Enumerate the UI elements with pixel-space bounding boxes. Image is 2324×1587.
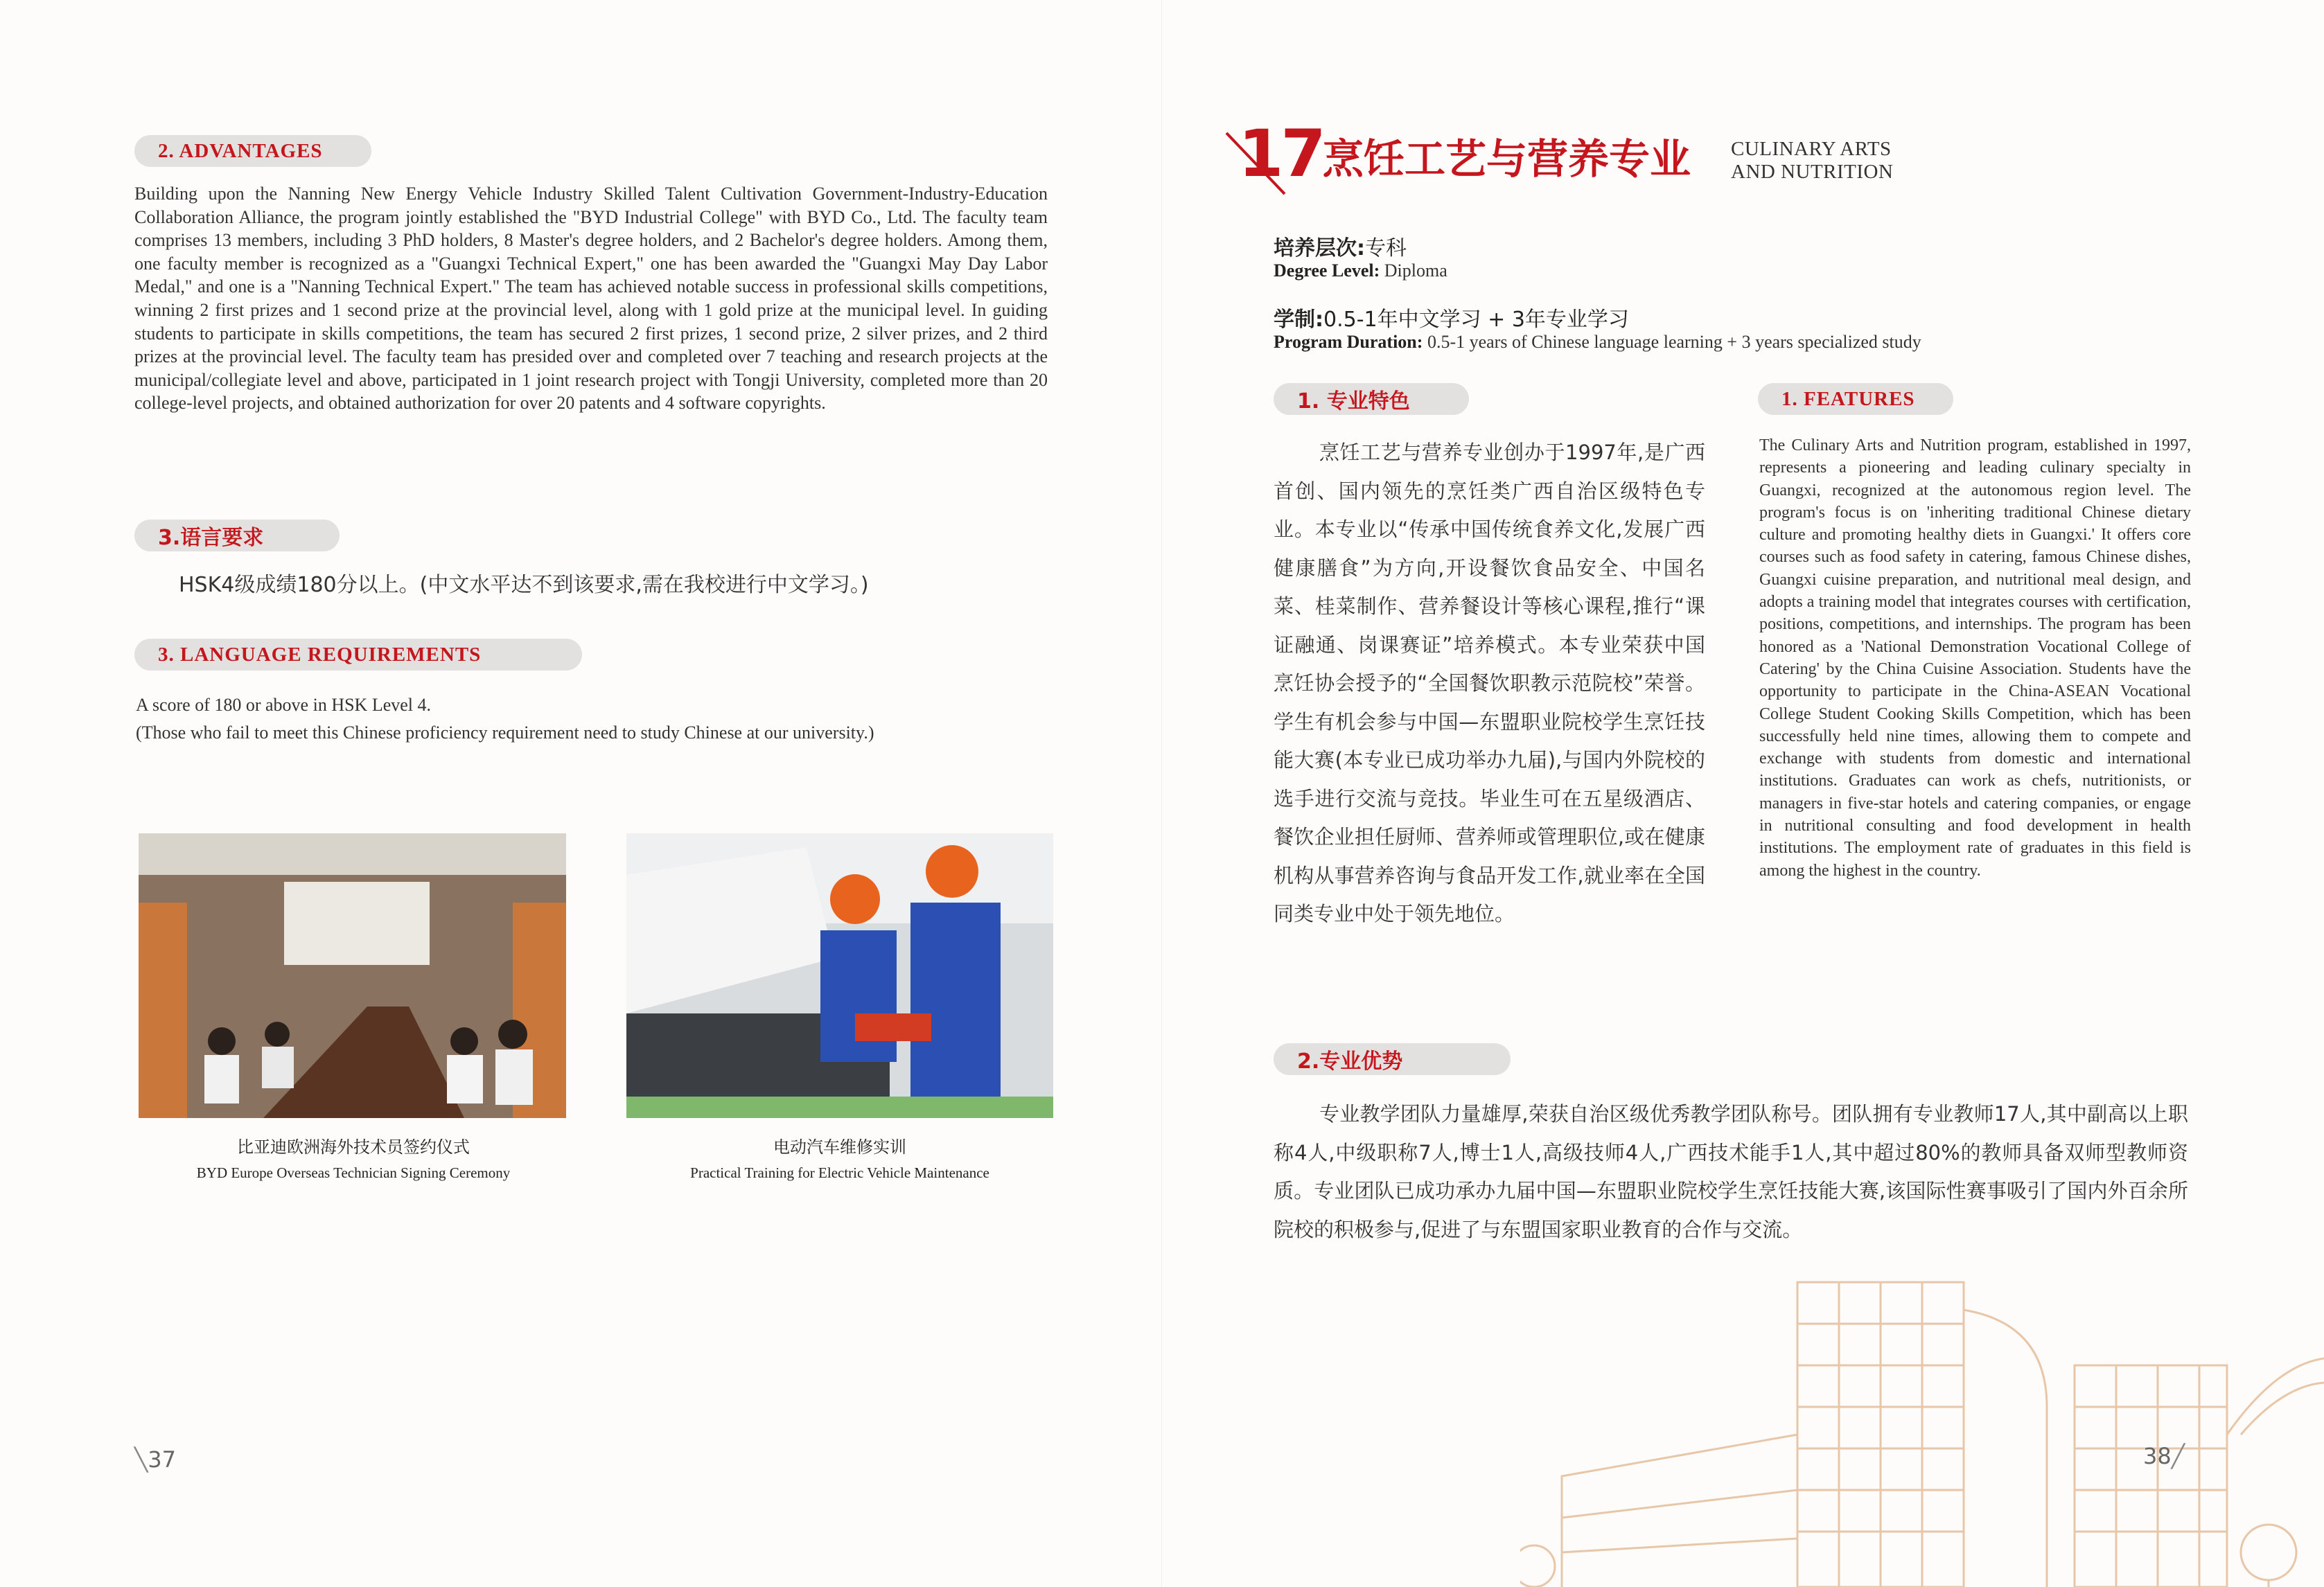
signing-ceremony-photo	[139, 833, 566, 1118]
photo2-caption	[597, 1133, 1082, 1182]
program-duration-cn: 学制:0.5-1年中文学习 + 3年专业学习	[1274, 308, 1629, 332]
features-text-en: The Culinary Arts and Nutrition program, established in 1997, represents a pioneering and leading culinary specialty in Guangxi, recognized at the autonomous region level. The program's focus is on 'inheriting traditional Chinese dietary culture and promoting healthy diets in Guangxi.' It offers core courses such as food safety in catering, famous Chinese dishes, Guangxi cuisine preparation, and nutritional meal design, and adopts a training model that integrates courses with certification, positions, competitions, and internships. The program has been honored as a 'National Demonstration Vocational College of Catering' by the China Cuisine Association. Students have the opportunity to participate in the China-ASEAN Vocational College Student Cooking Skills Competition, which has been successfully held nine times, allowing them to compete and exchange with students from domestic and international institutions. Graduates can work as chefs, nutritionists, or managers in five-star hotels and catering companies, or engage in nutritional consulting and food development in health institutions. The employment rate of graduates in this field is among the highest in the country.	[1759, 436, 2191, 880]
page-number-left: ╲37	[134, 1446, 176, 1473]
program-title-cn: 烹饪工艺与营养专业	[1323, 135, 1691, 183]
language-text-en-1: A score of 180 or above in HSK Level 4.	[136, 695, 432, 715]
features-text-cn: 烹饪工艺与营养专业创办于1997年,是广西首创、国内领先的烹饪类广西自治区级特色专业。本专业以“传承中国传统食养文化,发展广西健康膳食”为方向,开设餐饮食品安全、中国名菜、桂菜制作、营养餐设计等核心课程,推行“课证融通、岗课赛证”培养模式。本专业荣获中国烹饪协会授予的“全国餐饮职教示范院校”荣誉。学生有机会参与中国—东盟职业院校学生烹饪技能大赛(本专业已成功举办九届),与国内外院校的选手进行交流与竞技。毕业生可在五星级酒店、餐饮企业担任厨师、营养师或管理职位,或在健康机构从事营养咨询与食品开发工作,就业率在全国同类专业中处于领先地位。	[1274, 441, 1705, 925]
advantages-heading-cn: 2.专业优势	[1274, 1043, 1511, 1075]
page-number-slash-icon: ╲	[134, 1446, 148, 1473]
program-number: 17	[1238, 116, 1323, 192]
program-duration-en: Program Duration: 0.5-1 years of Chinese language learning + 3 years specialized study	[1274, 332, 1921, 352]
photo1-caption	[111, 1133, 596, 1182]
photo2-caption-en: Practical Training for Electric Vehicle Maintenance	[690, 1164, 989, 1181]
degree-level-cn: 培养层次:专科	[1274, 236, 1407, 260]
program-title-en-line1: CULINARY ARTS	[1731, 138, 1892, 160]
photo2-caption-cn: 电动汽车维修实训	[773, 1137, 906, 1157]
advantages-text-cn: 专业教学团队力量雄厚,荣获自治区级优秀教学团队称号。团队拥有专业教师17人,其中副高以上职称4人,中级职称7人,博士1人,高级技师4人,广西技术能手1人,其中超过80%的教师具备双师型教师资质。专业团队已成功承办九届中国—东盟职业院校学生烹饪技能大赛,该国际性赛事吸引了国内外百余所院校的积极参与,促进了与东盟国家职业教育的合作与交流。	[1274, 1102, 2188, 1241]
features-heading-cn: 1. 专业特色	[1274, 383, 1469, 415]
advantages-text: Building upon the Nanning New Energy Vehicle Industry Skilled Talent Cultivation Government-Industry-Education Collaboration Alliance, the program jointly established the "BYD Industrial College" with BYD Co., Ltd. The faculty team comprises 13 members, including 3 PhD holders, 8 Master's degree holders, and 2 Bachelor's degree holders. Among them, one faculty member is recognized as a "Guangxi Technical Expert," one has been awarded the "Guangxi May Day Labor Medal," and one is a "Nanning Technical Expert." The team has achieved notable success in professional skills competitions, winning 2 first prizes and 1 second prize at the provincial level, along with 1 gold prize at the municipal level. In guiding students to participate in skills competitions, the team has secured 2 first prizes, 1 second prize, 2 silver prizes, and 2 third prizes at the provincial level. The faculty team has presided over and completed over 7 teaching and research projects at the municipal/collegiate level and above, participated in 1 joint research project with Tongji University, completed more than 20 college-level projects, and obtained authorization for over 20 patents and 4 software copyrights.	[134, 184, 1048, 414]
page-number-right: 38╱	[2143, 1443, 2185, 1469]
language-heading-cn: 3.语言要求	[134, 520, 340, 551]
advantages-heading: 2. ADVANTAGES	[134, 135, 371, 167]
degree-level-en: Degree Level: Diploma	[1274, 260, 1447, 281]
program-title-en-line2: AND NUTRITION	[1731, 161, 1894, 183]
photo1-caption-cn: 比亚迪欧洲海外技术员签约仪式	[237, 1137, 470, 1157]
building-line-art	[1520, 1227, 2324, 1587]
features-heading-en: 1. FEATURES	[1758, 383, 1953, 415]
page-number-slash-icon: ╱	[2171, 1443, 2185, 1469]
ev-maintenance-photo	[626, 833, 1053, 1118]
language-heading-en: 3. LANGUAGE REQUIREMENTS	[134, 639, 582, 671]
photo1-caption-en: BYD Europe Overseas Technician Signing Ceremony	[196, 1164, 511, 1181]
right-page	[1162, 0, 2324, 1587]
language-text-en-2: (Those who fail to meet this Chinese proficiency requirement need to study Chinese at our university.)	[136, 722, 874, 743]
language-text-cn: HSK4级成绩180分以上。(中文水平达不到该要求,需在我校进行中文学习。)	[179, 573, 869, 597]
program-title-en	[1731, 138, 1893, 184]
